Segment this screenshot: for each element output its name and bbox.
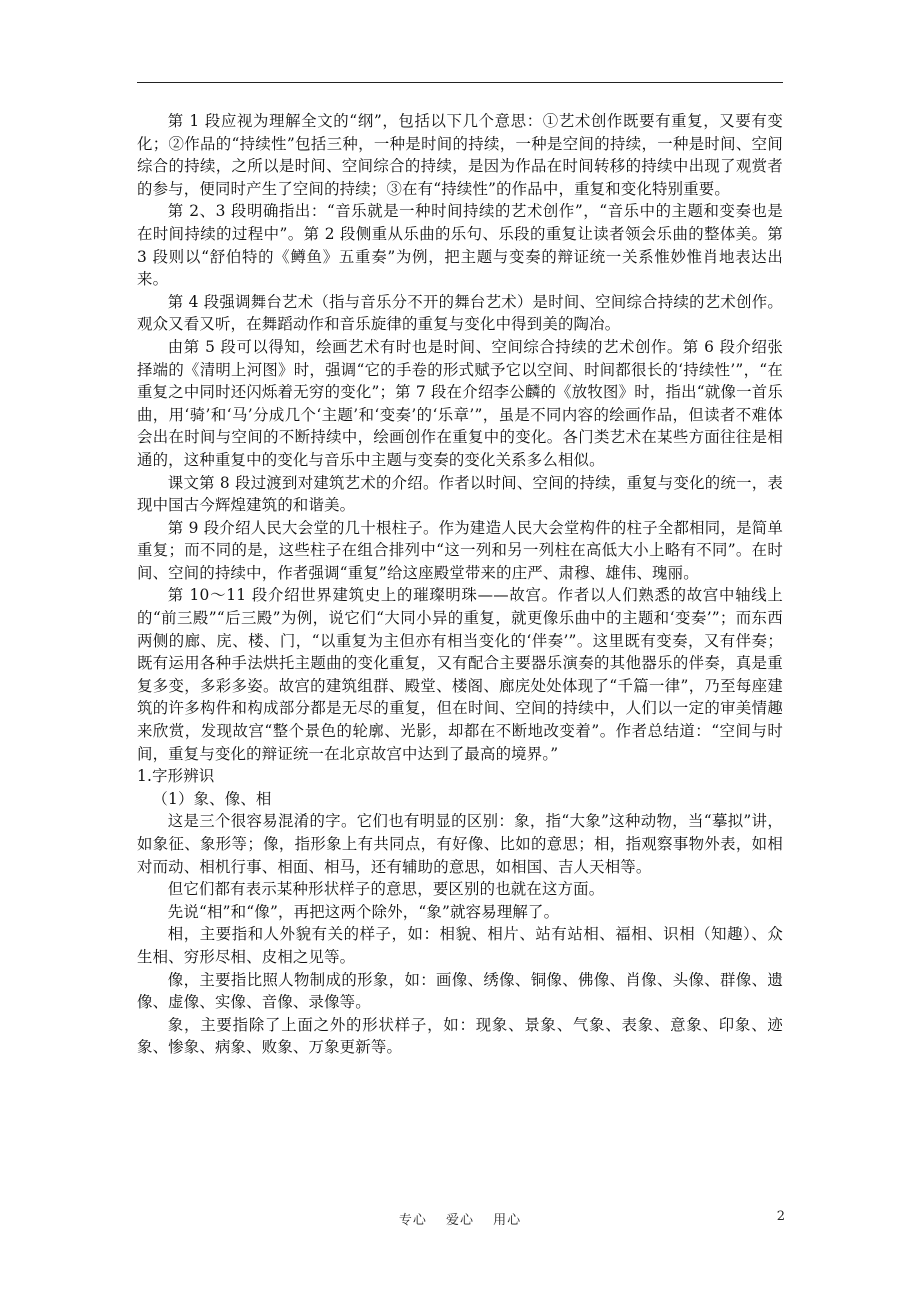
subsection-title: （1）象、像、相 [152,789,272,808]
paragraph-4: 由第 5 段可以得知，绘画艺术有时也是时间、空间综合持续的艺术创作。第 6 段介绍张择端的《清明上河图》时，强调“它的手卷的形式赋予它以空间、时间都很长的‘持续性’”，“在重复之中同时还闪烁着无穷的变化”；第 7 段在介绍李公麟的《放牧图》时，指出“就像一首乐曲，用‘骑’和‘马’分成几个‘主题’和‘变奏’的‘乐章’”，虽是不同内容的绘画作品，但读者不难体会出在时间与空间的不断持续中，绘画创作在重复中的变化。各门类艺术在某些方面往往是相通的，这种重复中的变化与音乐中主题与变奏的变化关系多么相似。 [137,337,783,469]
paragraph-12: 像，主要指比照人物制成的形象，如：画像、绣像、铜像、佛像、肖像、头像、群像、遗像、虚像、实像、音像、录像等。 [137,970,783,1012]
paragraph-5: 课文第 8 段过渡到对建筑艺术的介绍。作者以时间、空间的持续，重复与变化的统一，表现中国古今辉煌建筑的和谐美。 [137,473,783,515]
section-title: 1.字形辨识 [137,767,215,786]
page-footer [0,1209,920,1229]
paragraph-11: 相，主要指和人外貌有关的样子，如：相貌、相片、站有站相、福相、识相（知趣）、众生相、穷形尽相、皮相之见等。 [137,925,783,966]
paragraph-8: 这是三个很容易混淆的字。它们也有明显的区别：象，指“大象”这种动物，当“摹拟”讲，如象征、象形等；像，指形象上有共同点，有好像、比如的意思；相，指观察事物外表，如相对而动、相机行事、相面、相马，还有辅助的意思，如相国、吉人天相等。 [137,812,783,876]
paragraph-7: 第 10～11 段介绍世界建筑史上的璀璨明珠——故宫。作者以人们熟悉的故宫中轴线上的“前三殿”“后三殿”为例，说它们“大同小异的重复，就更像乐曲中的主题和‘变奏’”；而东西两侧的廊、庑、楼、门，“以重复为主但亦有相当变化的‘伴奏’”。这里既有变奏，又有伴奏；既有运用各种手法烘托主题曲的变化重复，又有配合主要器乐演奏的其他器乐的伴奏，真是重复多变，多彩多姿。故宫的建筑组群、殿堂、楼阁、廊庑处处体现了“千篇一律”，乃至每座建筑的许多构件和构成部分都是无尽的重复，但在时间、空间的持续中，人们以一定的审美情趣来欣赏，发现故宫“整个景色的轮廓、光影，却都在不断地改变着”。作者总结道：“空间与时间，重复与变化的辩证统一在北京故宫中达到了最高的境界。” [137,586,783,763]
footer-motto: 专心 爱心 用心 [398,1213,522,1228]
paragraph-3: 第 4 段强调舞台艺术（指与音乐分不开的舞台艺术）是时间、空间综合持续的艺术创作。观众又看又听，在舞蹈动作和音乐旋律的重复与变化中得到美的陶冶。 [137,292,783,334]
document-body [137,110,783,1059]
page-number: 2 [776,1209,785,1224]
paragraph-10: 先说“相”和“像”，再把这两个除外，“象”就容易理解了。 [167,902,560,921]
paragraph-2: 第 2、3 段明确指出：“音乐就是一种时间持续的艺术创作”，“音乐中的主题和变奏也是在时间持续的过程中”。第 2 段侧重从乐曲的乐句、乐段的重复让读者领会乐曲的整体美。第 3 段则以“舒伯特的《鳟鱼》五重奏”为例，把主题与变奏的辩证统一关系惟妙惟肖地表达出来。 [137,202,783,289]
paragraph-1: 第 1 段应视为理解全文的“纲”，包括以下几个意思：①艺术创作既要有重复，又要有变化；②作品的“持续性”包括三种，一种是时间的持续，一种是空间的持续，一种是时间、空间综合的持续，之所以是时间、空间综合的持续，是因为作品在时间转移的持续中出现了观赏者的参与，便同时产生了空间的持续；③在有“持续性”的作品中，重复和变化特别重要。 [137,112,783,198]
header-rule [137,82,783,83]
paragraph-9: 但它们都有表示某种形状样子的意思，要区别的也就在这方面。 [167,880,605,899]
paragraph-13: 象，主要指除了上面之外的形状样子，如：现象、景象、气象、表象、意象、印象、迹象、惨象、病象、败象、万象更新等。 [137,1015,783,1057]
paragraph-6: 第 9 段介绍人民大会堂的几十根柱子。作为建造人民大会堂构件的柱子全都相同，是简单重复；而不同的是，这些柱子在组合排列中“这一列和另一列柱在高低大小上略有不同”。在时间、空间的持续中，作者强调“重复”给这座殿堂带来的庄严、肃穆、雄伟、瑰丽。 [137,518,783,582]
